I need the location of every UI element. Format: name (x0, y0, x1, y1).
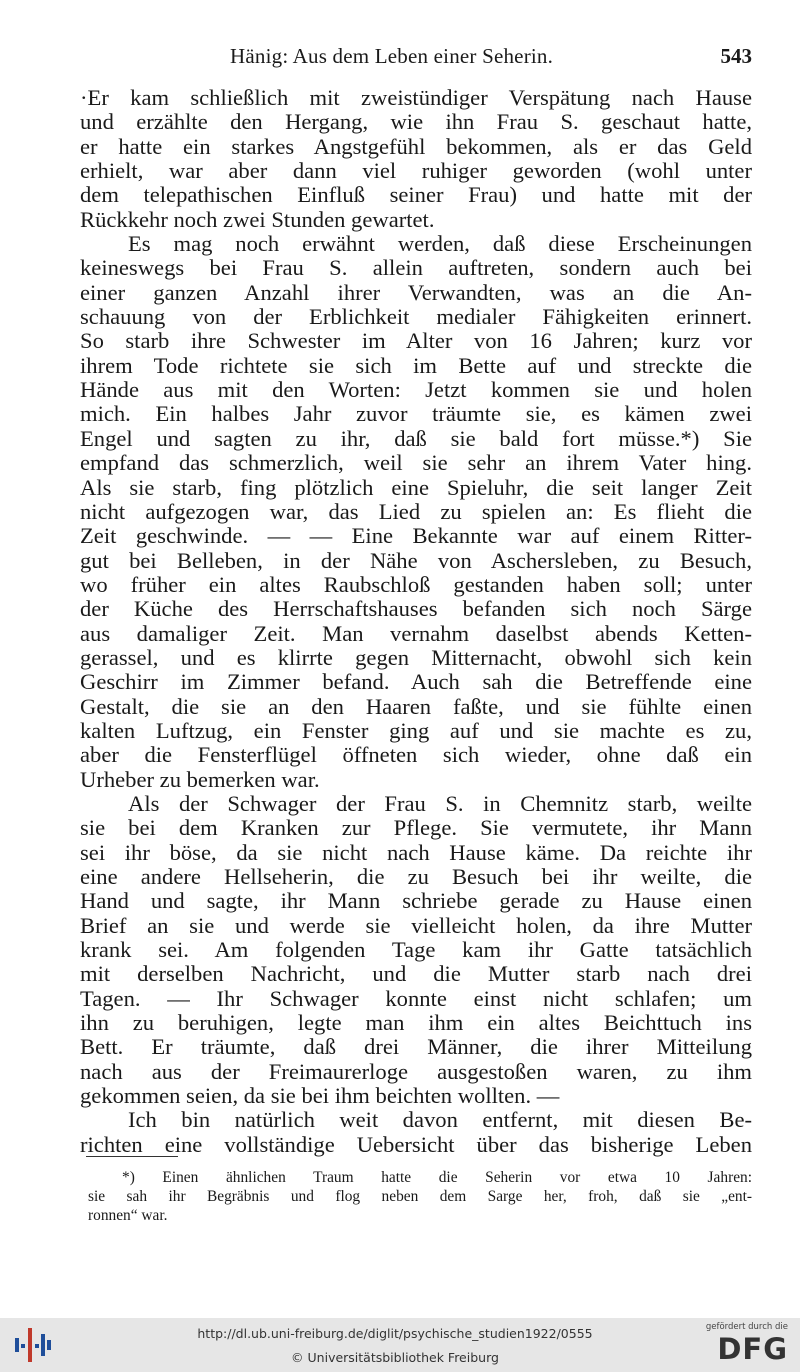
text-line: mit derselben Nachricht, und die Mutter starb nach drei (80, 961, 752, 987)
footer-url-link[interactable]: http://dl.ub.uni-freiburg.de/diglit/psychische_studien1922/0555 (197, 1326, 593, 1341)
text-line: keineswegs bei Frau S. allein auftreten, sondern auch bei (80, 255, 752, 281)
text-line: nach aus der Freimaurerloge ausgestoßen waren, zu ihm (80, 1058, 752, 1084)
dfg-logo-text: DFG (717, 1332, 788, 1366)
text-line: Tagen. — Ihr Schwager konnte einst nicht schlafen; um (80, 985, 752, 1011)
text-line: Hand und sagte, ihr Mann schriebe gerade zu Hause einen (80, 888, 752, 914)
text-line: gut bei Belleben, in der Nähe von Aschersleben, zu Besuch, (80, 547, 752, 573)
text-line: der Küche des Herrschaftshauses befanden sich noch Särge (80, 596, 752, 622)
running-title: Hänig: Aus dem Leben einer Seherin. (230, 44, 554, 68)
text-line: Engel und sagten zu ihr, daß sie bald fort müsse.*) Sie (80, 425, 752, 451)
dfg-logo (702, 1322, 788, 1368)
text-line: So starb ihre Schwester im Alter von 16 Jahren; kurz vor (80, 328, 752, 354)
footnote-line: ronnen“ war. (88, 1207, 168, 1224)
text-line: aus damaliger Zeit. Man vernahm daselbst abends Ketten- (80, 620, 752, 646)
text-line: krank sei. Am folgenden Tage kam ihr Gatte tatsächlich (80, 937, 752, 963)
text-line: Urheber zu bemerken war. (80, 766, 320, 792)
footnote-line: *) Einen ähnlichen Traum hatte die Seherin vor etwa 10 Jahren: (122, 1169, 752, 1186)
footnote (88, 1168, 752, 1225)
text-line: Ich bin natürlich weit davon entfernt, mit diesen Be- (128, 1107, 752, 1133)
text-line: Brief an sie und werde sie vielleicht holen, da ihre Mutter (80, 912, 752, 938)
page-number: 543 (720, 44, 752, 68)
text-line: sie bei dem Kranken zur Pflege. Sie vermutete, ihr Mann (80, 815, 752, 841)
footer-bar (0, 1318, 800, 1372)
text-line: einer ganzen Anzahl ihrer Verwandten, was an die An- (80, 279, 752, 305)
text-line: mich. Ein halbes Jahr zuvor träumte sie, es kämen zwei (80, 401, 752, 427)
paragraph-4 (80, 1108, 752, 1157)
text-line: nicht aufgezogen war, das Lied zu spielen an: Es flieht die (80, 498, 752, 524)
text-line: er hatte ein starkes Angstgefühl bekommen, als er das Geld (80, 133, 752, 159)
text-line: und erzählte den Hergang, wie ihn Frau S. geschaut hatte, (80, 109, 752, 135)
text-line: Rückkehr noch zwei Stunden gewartet. (80, 206, 435, 232)
text-line: richten eine vollständige Uebersicht über das bisherige Leben (80, 1131, 752, 1157)
text-line: eine andere Hellseherin, die zu Besuch bei ihr weilte, die (80, 864, 752, 889)
text-line: wo früher ein altes Raubschloß gestanden haben soll; unter (80, 571, 752, 597)
text-line: empfand das schmerzlich, weil sie sehr an ihrem Vater hing. (80, 450, 752, 476)
text-line: Hände aus mit den Worten: Jetzt kommen sie und holen (80, 377, 752, 403)
text-line: Geschirr im Zimmer befand. Auch sah die Betreffende eine (80, 669, 752, 695)
text-line: Bett. Er träumte, daß drei Männer, die ihrer Mitteilung (80, 1034, 752, 1060)
footnote-divider (86, 1156, 178, 1157)
text-line: schauung von der Erblichkeit medialer Fähigkeiten erinnert. (80, 304, 752, 330)
body-text (80, 86, 752, 1157)
footer-copyright: © Universitätsbibliothek Freiburg (291, 1350, 499, 1365)
paragraph-1 (80, 86, 752, 232)
text-line: ·Er kam schließlich mit zweistündiger Verspätung nach Hause (80, 85, 752, 110)
text-line: Als der Schwager der Frau S. in Chemnitz starb, weilte (128, 790, 752, 816)
dfg-caption: gefördert durch die (705, 1322, 788, 1332)
text-line: Als sie starb, fing plötzlich eine Spieluhr, die seit langer Zeit (80, 474, 752, 500)
text-line: gerassel, und es klirrte gegen Mitternacht, obwohl sich kein (80, 644, 752, 670)
text-line: erhielt, war aber dann viel ruhiger geworden (wohl unter (80, 158, 752, 184)
footnote-line: sie sah ihr Begräbnis und flog neben dem Sarge her, froh, daß sie „ent- (88, 1188, 752, 1205)
text-line: ihn zu beruhigen, legte man ihm ein altes Beichttuch ins (80, 1010, 752, 1036)
paragraph-3 (80, 792, 752, 1108)
page-header (80, 44, 752, 74)
text-line: Es mag noch erwähnt werden, daß diese Erscheinungen (128, 231, 752, 257)
text-line: Zeit geschwinde. — — Eine Bekannte war auf einem Ritter- (80, 523, 752, 549)
text-line: aber die Fensterflügel öffneten sich wieder, ohne daß ein (80, 742, 752, 768)
text-line: gekommen seien, da sie bei ihm beichten wollten. — (80, 1083, 560, 1109)
text-line: ihrem Tode richtete sie sich im Bette auf und streckte die (80, 352, 752, 378)
paragraph-2 (80, 232, 752, 792)
text-line: Gestalt, die sie an den Haaren faßte, und sie fühlte einen (80, 693, 752, 719)
text-line: kalten Luftzug, ein Fenster ging auf und sie machte es zu, (80, 717, 752, 743)
text-line: dem telepathischen Einfluß seiner Frau) und hatte mit der (80, 182, 752, 208)
text-line: sei ihr böse, da sie nicht nach Hause käme. Da reichte ihr (80, 839, 752, 865)
